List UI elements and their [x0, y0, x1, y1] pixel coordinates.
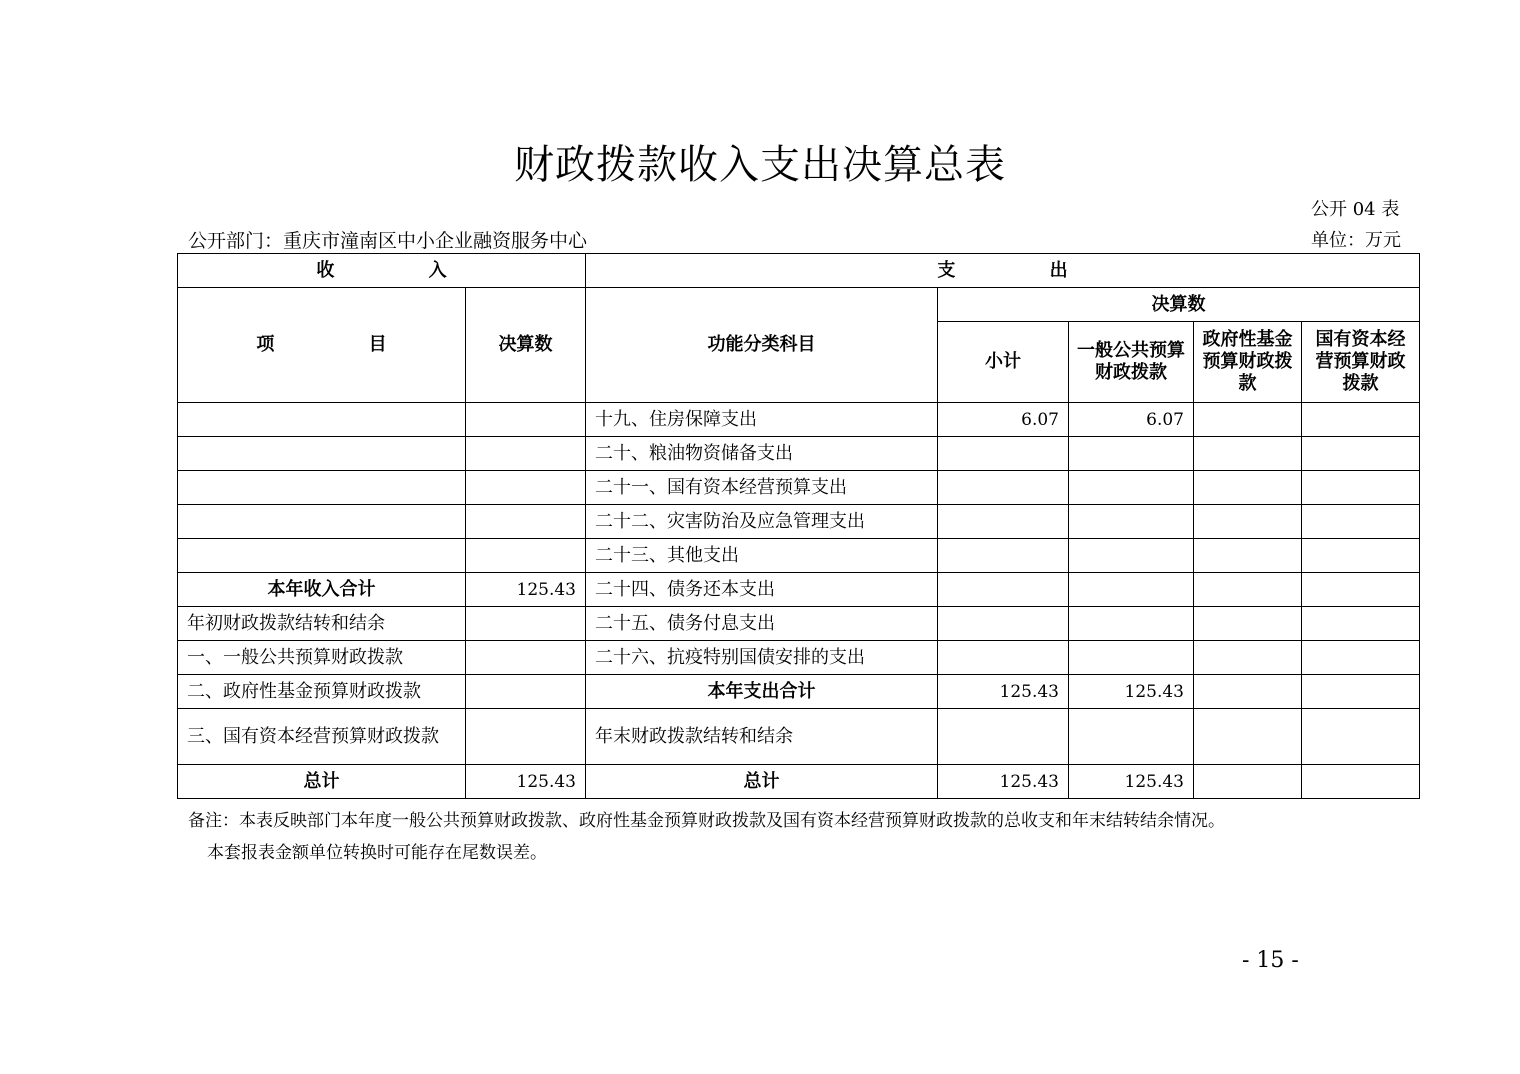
page-number: - 15 -	[1242, 948, 1299, 973]
subtotal-cell: 125.43	[938, 765, 1069, 799]
general-cell	[1069, 607, 1194, 641]
expense-item-cell: 二十五、债务付息支出	[586, 607, 938, 641]
fund-cell	[1194, 539, 1302, 573]
table-row	[178, 675, 1420, 709]
table-row	[178, 709, 1420, 765]
expense-item-cell: 十九、住房保障支出	[586, 403, 938, 437]
expense-item-cell: 本年支出合计	[586, 675, 938, 709]
income-item-cell	[178, 437, 466, 471]
table-row	[178, 539, 1420, 573]
fund-cell	[1194, 765, 1302, 799]
expense-item-cell: 二十四、债务还本支出	[586, 573, 938, 607]
table-row	[178, 573, 1420, 607]
subtotal-cell: 6.07	[938, 403, 1069, 437]
general-cell: 6.07	[1069, 403, 1194, 437]
expense-item-cell: 二十六、抗疫特别国债安排的支出	[586, 641, 938, 675]
state-cell	[1302, 539, 1420, 573]
fund-cell	[1194, 471, 1302, 505]
unit-label: 单位：万元	[1311, 230, 1401, 251]
state-cell	[1302, 675, 1420, 709]
state-cell	[1302, 709, 1420, 765]
income-amount-cell	[466, 641, 586, 675]
income-amount-cell	[466, 471, 586, 505]
expense-item-cell: 二十一、国有资本经营预算支出	[586, 471, 938, 505]
col-header-item: 项 目	[178, 288, 466, 403]
state-cell	[1302, 505, 1420, 539]
expense-item-cell: 二十二、灾害防治及应急管理支出	[586, 505, 938, 539]
state-cell	[1302, 403, 1420, 437]
income-amount-cell	[466, 709, 586, 765]
section-header-row	[178, 254, 1420, 288]
remark-line-2: 本套报表金额单位转换时可能存在尾数误差。	[207, 843, 547, 863]
table-row	[178, 471, 1420, 505]
subtotal-cell	[938, 437, 1069, 471]
subtotal-cell	[938, 709, 1069, 765]
fund-cell	[1194, 573, 1302, 607]
subtotal-cell	[938, 539, 1069, 573]
income-item-cell: 二、政府性基金预算财政拨款	[178, 675, 466, 709]
income-section-header: 收 入	[178, 254, 586, 288]
form-number: 公开 04 表	[1311, 199, 1400, 220]
table-row	[178, 641, 1420, 675]
table-row	[178, 403, 1420, 437]
income-amount-cell: 125.43	[466, 765, 586, 799]
income-amount-cell	[466, 505, 586, 539]
fund-cell	[1194, 403, 1302, 437]
income-amount-cell	[466, 607, 586, 641]
general-cell	[1069, 471, 1194, 505]
fund-cell	[1194, 675, 1302, 709]
state-cell	[1302, 471, 1420, 505]
state-cell	[1302, 573, 1420, 607]
subtotal-cell	[938, 471, 1069, 505]
subtotal-cell: 125.43	[938, 675, 1069, 709]
page-title: 财政拨款收入支出决算总表	[514, 142, 1006, 188]
fund-cell	[1194, 607, 1302, 641]
subtotal-cell	[938, 641, 1069, 675]
general-cell: 125.43	[1069, 765, 1194, 799]
state-cell	[1302, 641, 1420, 675]
expense-item-cell: 年末财政拨款结转和结余	[586, 709, 938, 765]
subtotal-cell	[938, 607, 1069, 641]
income-amount-cell	[466, 437, 586, 471]
general-cell	[1069, 709, 1194, 765]
income-item-cell: 三、国有资本经营预算财政拨款	[178, 709, 466, 765]
col-header-final-group: 决算数	[938, 288, 1420, 322]
income-item-cell: 本年收入合计	[178, 573, 466, 607]
col-header-state: 国有资本经营预算财政拨款	[1302, 322, 1420, 403]
table-row-total	[178, 765, 1420, 799]
expense-section-header: 支 出	[586, 254, 1420, 288]
table-row	[178, 437, 1420, 471]
income-item-cell	[178, 539, 466, 573]
table-row	[178, 505, 1420, 539]
col-header-income-amount: 决算数	[466, 288, 586, 403]
expense-item-cell: 二十、粮油物资储备支出	[586, 437, 938, 471]
col-header-fund: 政府性基金预算财政拨款	[1194, 322, 1302, 403]
general-cell	[1069, 641, 1194, 675]
general-cell	[1069, 539, 1194, 573]
expense-item-cell: 总计	[586, 765, 938, 799]
col-header-subtotal: 小计	[938, 322, 1069, 403]
subtotal-cell	[938, 573, 1069, 607]
income-amount-cell: 125.43	[466, 573, 586, 607]
col-header-function: 功能分类科目	[586, 288, 938, 403]
budget-summary-table	[177, 253, 1420, 799]
income-item-cell: 总计	[178, 765, 466, 799]
general-cell	[1069, 573, 1194, 607]
general-cell	[1069, 437, 1194, 471]
income-item-cell: 一、一般公共预算财政拨款	[178, 641, 466, 675]
income-item-cell	[178, 505, 466, 539]
income-item-cell	[178, 471, 466, 505]
fund-cell	[1194, 505, 1302, 539]
department-label: 公开部门：重庆市潼南区中小企业融资服务中心	[188, 230, 588, 252]
general-cell: 125.43	[1069, 675, 1194, 709]
expense-item-cell: 二十三、其他支出	[586, 539, 938, 573]
state-cell	[1302, 607, 1420, 641]
income-amount-cell	[466, 675, 586, 709]
col-header-general: 一般公共预算财政拨款	[1069, 322, 1194, 403]
fund-cell	[1194, 437, 1302, 471]
remark-line-1: 备注：本表反映部门本年度一般公共预算财政拨款、政府性基金预算财政拨款及国有资本经营预算财政拨款的总收支和年末结转结余情况。	[188, 811, 1225, 831]
column-header-row-1	[178, 288, 1420, 322]
general-cell	[1069, 505, 1194, 539]
table-row	[178, 607, 1420, 641]
state-cell	[1302, 765, 1420, 799]
income-amount-cell	[466, 539, 586, 573]
fund-cell	[1194, 709, 1302, 765]
income-amount-cell	[466, 403, 586, 437]
income-item-cell: 年初财政拨款结转和结余	[178, 607, 466, 641]
subtotal-cell	[938, 505, 1069, 539]
fund-cell	[1194, 641, 1302, 675]
state-cell	[1302, 437, 1420, 471]
income-item-cell	[178, 403, 466, 437]
